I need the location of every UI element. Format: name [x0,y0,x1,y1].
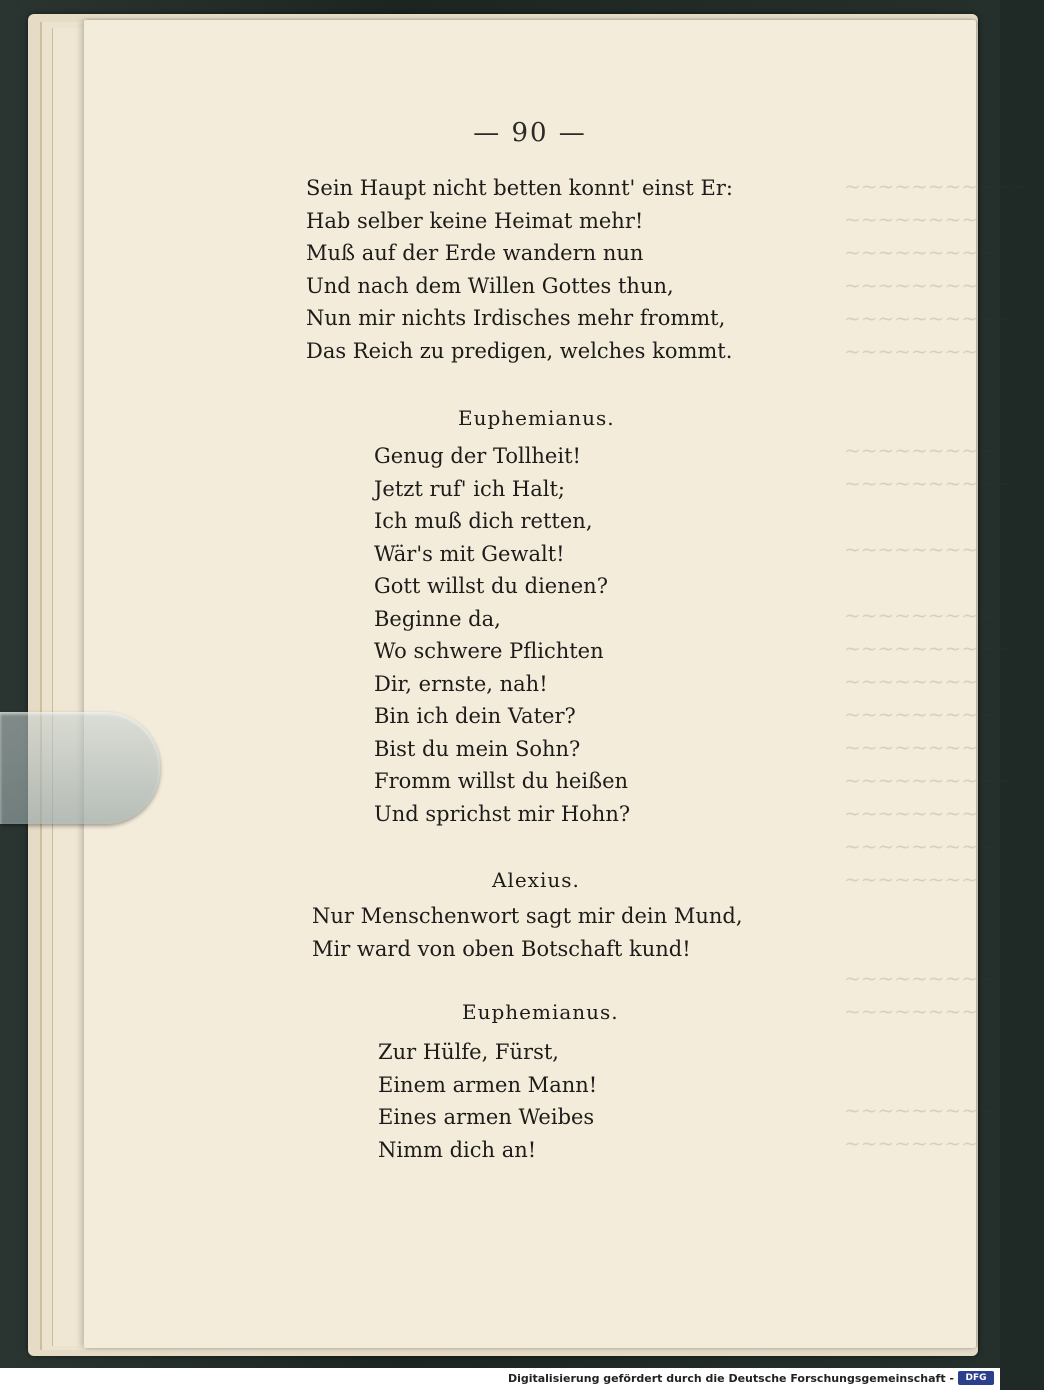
verse-line: Gott willst du dienen? [374,574,608,598]
verse-line: Mir ward von oben Botschaft kund! [312,936,691,961]
speaker-name: Alexius. [492,868,580,892]
verse-block-alexius-2 [312,900,743,965]
verse-line: Muß auf der Erde wandern nun [306,241,644,265]
verse-line: Einem armen Mann! [378,1072,598,1097]
verse-line: Nun mir nichts Irdisches mehr frommt, [306,306,726,330]
page-number: — 90 — [473,118,587,148]
speaker-name: Euphemianus. [462,1000,619,1024]
verse-line: Bin ich dein Vater? [374,704,576,728]
verse-line: Fromm willst du heißen [374,769,629,793]
verse-block-alexius [306,172,733,367]
verse-line: Genug der Tollheit! [374,444,581,468]
verse-line: Dir, ernste, nah! [374,671,548,696]
verse-block-euphemianus-2 [378,1036,597,1166]
verse-line: Wär's mit Gewalt! [374,541,565,566]
verse-line: Zur Hülfe, Fürst, [378,1040,559,1064]
verse-line: Und sprichst mir Hohn? [374,801,631,826]
verse-line: Jetzt ruf' ich Halt; [374,476,565,501]
verse-line: Ich muß dich retten, [374,509,593,533]
dfg-logo: DFG [958,1371,994,1385]
verse-line: Nur Menschenwort sagt mir dein Mund, [312,904,743,928]
verse-line: Wo schwere Pflichten [374,639,604,663]
verse-line: Eines armen Weibes [378,1105,595,1129]
verse-line: Hab selber keine Heimat mehr! [306,208,644,233]
verse-line: Bist du mein Sohn? [374,736,581,761]
verse-line: Beginne da, [374,606,501,631]
bleed-through-text: ~~~~~~~~~~~ ~~~~~~~~ ~~~~~~~~~ ~~~~~~~~ ~~~~~~~~~~ ~~~~~~~~ ~~~~~~~~~ ~~~~~~~~~~ ~~~~~~~~ ~~~~~~~~~ ~~~~~~~~~~ ~~~~~~~~ ~~~~~~~~~ ~~~~~~~~ ~~~~~~~~~~ ~~~~~~~~ ~~~~~~~~~ ~~~~~~~~ ~~~~~~~~~ ~~~~~~~~ ~~~~~~~~~ ~~~~~~~~ [844,174,1029,1155]
verse-line: Sein Haupt nicht betten konnt' einst Er: [306,176,733,200]
verse-line: Das Reich zu predigen, welches kommt. [306,338,733,363]
verse-block-euphemianus [374,440,630,830]
verse-line: Nimm dich an! [378,1137,537,1162]
speaker-name: Euphemianus. [458,406,615,430]
page-holder-clip [0,712,160,824]
funding-notice: Digitalisierung gefördert durch die Deutsche Forschungsgemeinschaft - [507,1372,954,1385]
verse-line: Und nach dem Willen Gottes thun, [306,273,674,298]
